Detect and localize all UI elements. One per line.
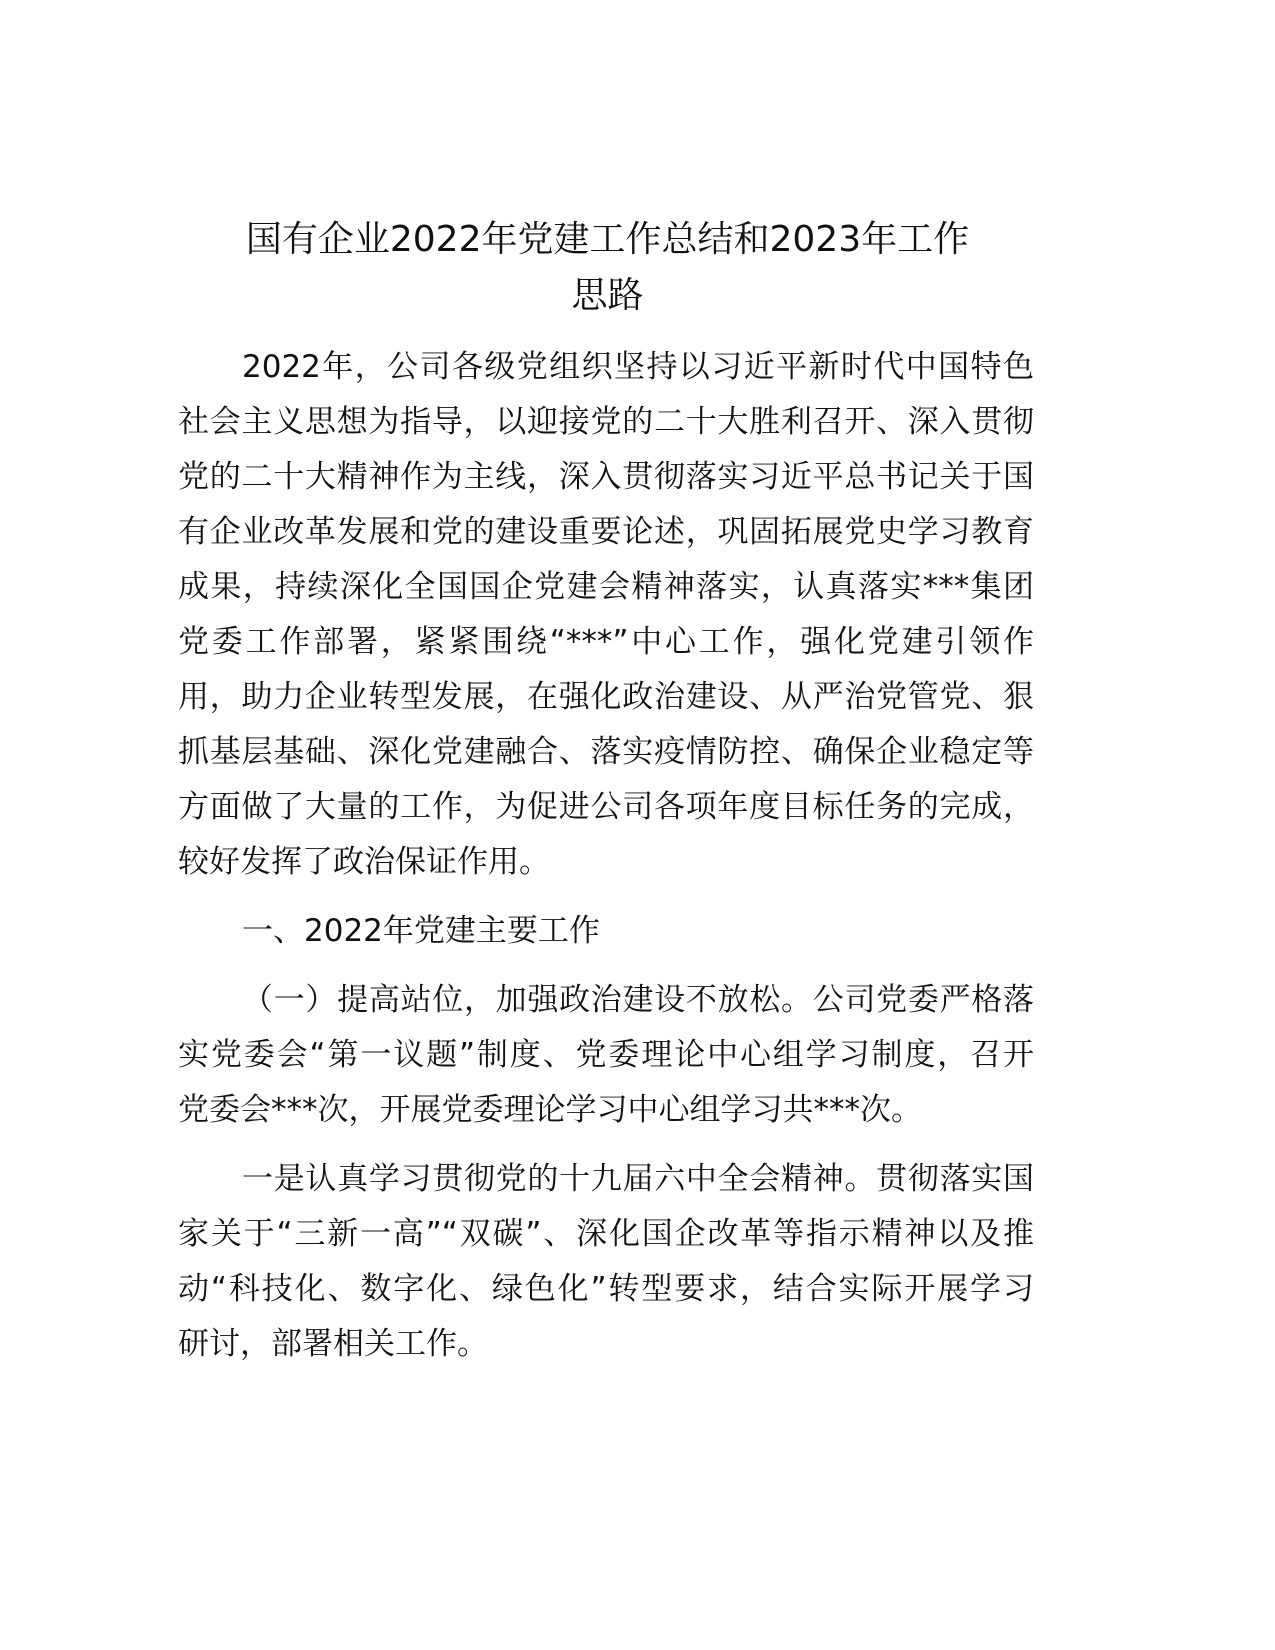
document-title <box>150 212 1065 324</box>
text-line: 一、2022年党建主要工作 <box>242 913 600 949</box>
text-line: 党委会***次，开展党委理论学习中心组学习共***次。 <box>178 1092 922 1128</box>
text-line: 抓基层基础、深化党建融合、落实疫情防控、确保企业稳定等 <box>178 734 1034 770</box>
paragraph <box>178 340 1034 890</box>
text-line: 较好发挥了政治保证作用。 <box>178 844 550 880</box>
title-line: 思路 <box>571 275 644 316</box>
paragraph <box>178 973 1034 1138</box>
text-line: 家关于“三新一高”“双碳”、深化国企改革等指示精神以及推 <box>178 1216 1034 1252</box>
text-line: 用，助力企业转型发展，在强化政治建设、从严治党管党、狠 <box>178 679 1034 715</box>
text-line: 研讨，部署相关工作。 <box>178 1326 488 1362</box>
text-line: 方面做了大量的工作，为促进公司各项年度目标任务的完成， <box>178 789 1034 825</box>
document-body <box>178 340 1034 1386</box>
text-line: 2022年，公司各级党组织坚持以习近平新时代中国特色 <box>242 349 1034 385</box>
text-line: 有企业改革发展和党的建设重要论述，巩固拓展党史学习教育 <box>178 514 1034 550</box>
text-line: 一是认真学习贯彻党的十九届六中全会精神。贯彻落实国 <box>242 1161 1034 1197</box>
section-heading <box>178 904 1034 959</box>
text-line: 党的二十大精神作为主线，深入贯彻落实习近平总书记关于国 <box>178 459 1034 495</box>
text-line: （一）提高站位，加强政治建设不放松。公司党委严格落 <box>242 982 1034 1018</box>
text-line: 成果，持续深化全国国企党建会精神落实，认真落实***集团 <box>178 569 1034 605</box>
text-line: 社会主义思想为指导，以迎接党的二十大胜利召开、深入贯彻 <box>178 404 1034 440</box>
text-line: 动“科技化、数字化、绿色化”转型要求，结合实际开展学习 <box>178 1271 1034 1307</box>
text-line: 党委工作部署，紧紧围绕“***”中心工作，强化党建引领作 <box>178 624 1034 660</box>
text-line: 实党委会“第一议题”制度、党委理论中心组学习制度，召开 <box>178 1037 1034 1073</box>
title-line: 国有企业2022年党建工作总结和2023年工作 <box>245 219 970 260</box>
paragraph <box>178 1152 1034 1372</box>
